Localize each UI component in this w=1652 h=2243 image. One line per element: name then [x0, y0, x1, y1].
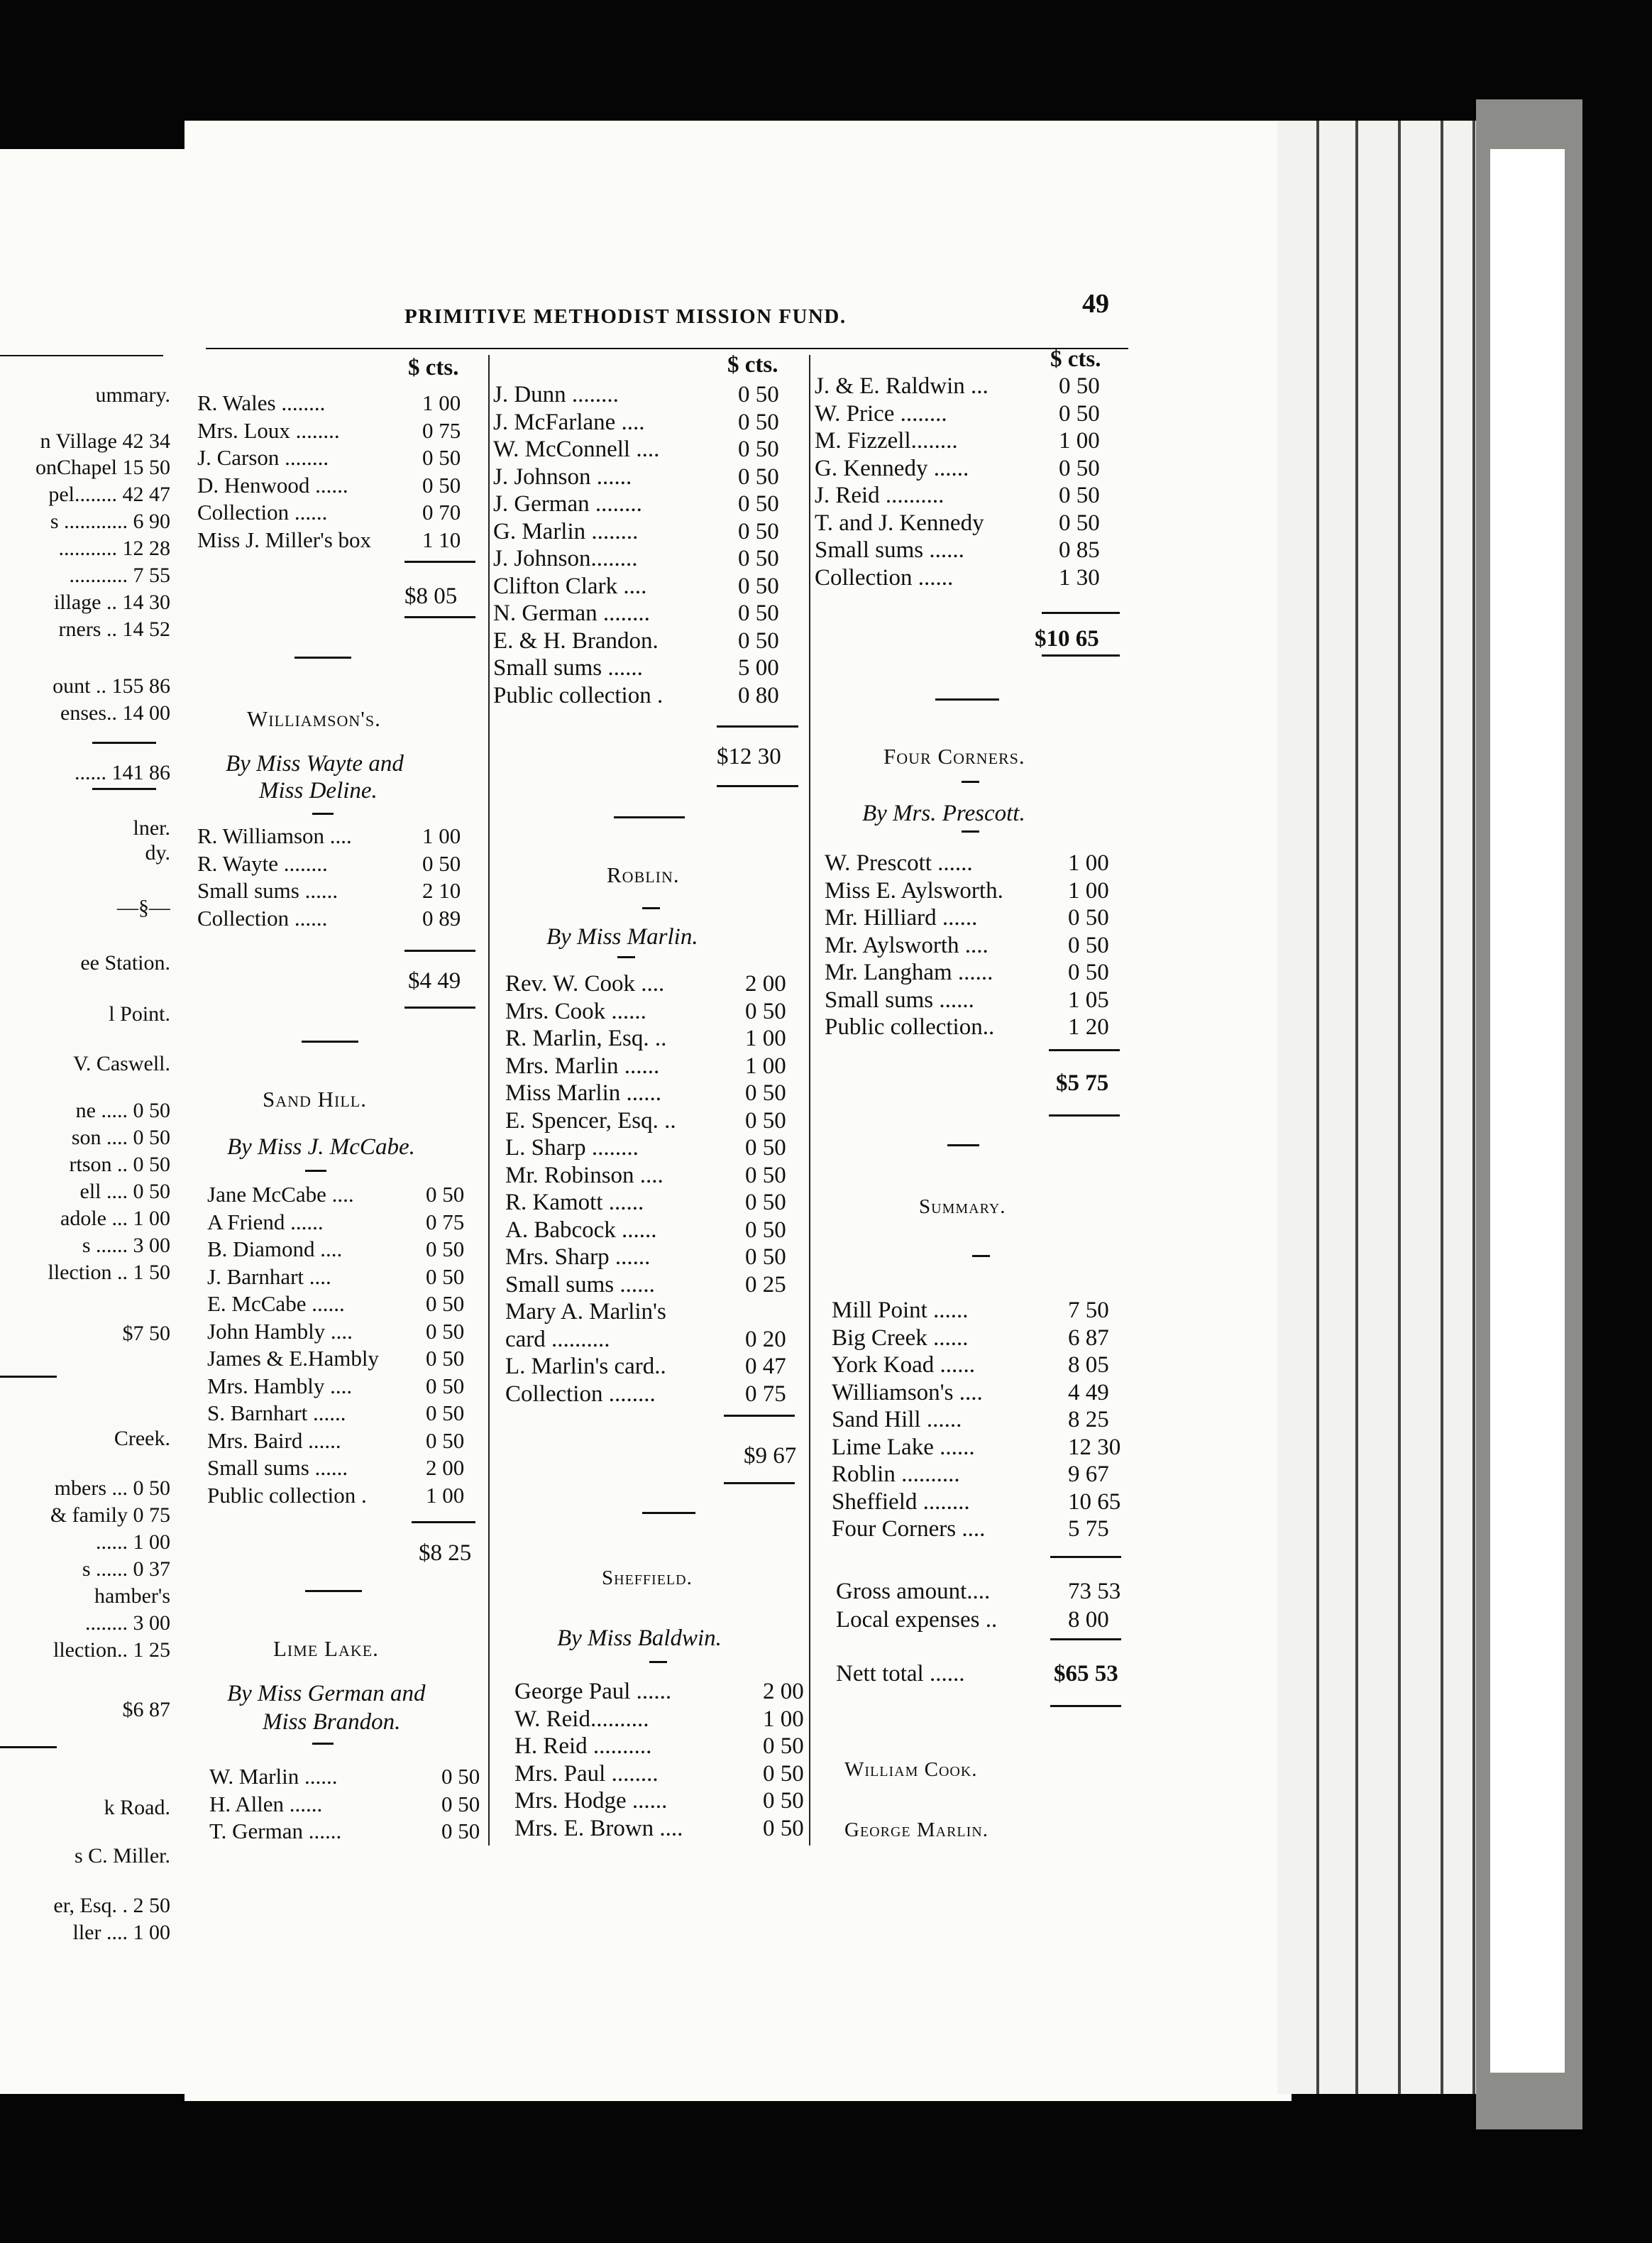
- roblin-entry-amount: 0 50: [745, 1107, 786, 1134]
- roblin-entry-amount: 0 50: [745, 1244, 786, 1270]
- col2-top-entry-name: Small sums ......: [493, 655, 643, 681]
- dash: [649, 1661, 667, 1663]
- dash: [312, 1743, 334, 1745]
- gross-amount-label: Gross amount....: [836, 1579, 991, 1604]
- col2-top-entry-name: Public collection .: [493, 682, 663, 708]
- limelake-heading: Lime Lake.: [273, 1636, 379, 1661]
- section-rule: [302, 1041, 358, 1043]
- sandhill-entry-name: James & E.Hambly: [207, 1346, 379, 1371]
- fourcorners-entry-name: Mr. Langham ......: [825, 960, 993, 985]
- section-rule: [642, 1512, 695, 1514]
- roblin-total: $9 67: [744, 1443, 797, 1469]
- section-rule: [294, 657, 351, 659]
- williamson-entry-name: Collection ......: [197, 905, 328, 931]
- dash: [312, 813, 334, 815]
- roblin-entry-name: Mary A. Marlin's: [505, 1299, 666, 1325]
- section-rule: [305, 1590, 362, 1592]
- fourcorners-entry-amount: 0 50: [1068, 960, 1109, 985]
- col1-top-entry-name: Collection ......: [197, 500, 328, 525]
- dash: [305, 1170, 326, 1172]
- roblin-entry-amount: 0 47: [745, 1354, 786, 1379]
- sandhill-entry-amount: 1 00: [426, 1482, 465, 1508]
- col2-top-entry-amount: 0 50: [738, 437, 779, 462]
- sandhill-entry-name: A Friend ......: [207, 1209, 324, 1234]
- fourcorners-entry-name: Mr. Aylsworth ....: [825, 932, 989, 958]
- left-page-line: s ...... 0 37: [82, 1557, 170, 1581]
- fourcorners-byline: By Mrs. Prescott.: [862, 801, 1025, 826]
- fourcorners-total: $5 75: [1056, 1070, 1109, 1096]
- cover-inner-page: [1490, 149, 1565, 2073]
- summary-heading: Summary.: [919, 1195, 1006, 1218]
- sandhill-entry-name: Small sums ......: [207, 1455, 348, 1480]
- col3-top-total: $10 65: [1035, 626, 1099, 652]
- column-divider: [488, 355, 490, 1846]
- summary-entry-amount: 6 87: [1068, 1325, 1109, 1351]
- left-page-line: ummary.: [95, 383, 170, 407]
- fourcorners-entry-name: Mr. Hilliard ......: [825, 905, 978, 931]
- sandhill-entry-amount: 2 00: [426, 1455, 465, 1480]
- col1-top-entry-amount: 1 10: [422, 527, 461, 552]
- sheffield-entry-name: George Paul ......: [514, 1679, 672, 1704]
- roblin-entry-name: Small sums ......: [505, 1271, 655, 1298]
- williamson-entry-name: Small sums ......: [197, 878, 338, 903]
- local-expenses-value: 8 00: [1068, 1607, 1109, 1633]
- summary-entry-name: Big Creek ......: [832, 1325, 969, 1351]
- col1-top-entry-amount: 0 50: [422, 472, 461, 498]
- fourcorners-entry-amount: 1 05: [1068, 987, 1109, 1013]
- left-page-line: —§—: [117, 896, 170, 919]
- sheffield-entry-name: Mrs. Paul ........: [514, 1760, 659, 1787]
- roblin-entry-name: Mrs. Marlin ......: [505, 1053, 660, 1079]
- fourcorners-heading: Four Corners.: [883, 744, 1025, 769]
- roblin-entry-amount: 0 25: [745, 1271, 786, 1298]
- col2-top-entry-name: J. German ........: [493, 491, 642, 517]
- col1-top-entry-name: J. Carson ........: [197, 445, 329, 470]
- sheffield-entry-name: H. Reid ..........: [514, 1733, 652, 1759]
- fourcorners-entry-amount: 1 00: [1068, 877, 1109, 904]
- fourcorners-entry-amount: 1 00: [1068, 850, 1109, 876]
- sheffield-entry-amount: 0 50: [763, 1788, 804, 1814]
- roblin-entry-amount: 0 50: [745, 1080, 786, 1106]
- section-rule: [935, 698, 999, 701]
- left-page-line: hamber's: [94, 1584, 170, 1608]
- nett-total-value: $65 53: [1054, 1661, 1118, 1687]
- gross-amount-value: 73 53: [1068, 1579, 1121, 1604]
- left-page-line: enses.. 14 00: [60, 701, 170, 725]
- sandhill-entry-amount: 0 50: [426, 1236, 465, 1261]
- total-rule: [1050, 1556, 1121, 1558]
- left-page-line: ne ..... 0 50: [75, 1099, 170, 1122]
- col3-top-entry-amount: 0 85: [1059, 537, 1100, 563]
- sheffield-heading: Sheffield.: [602, 1567, 693, 1589]
- sandhill-entry-amount: 0 50: [426, 1427, 465, 1453]
- col3-top-entry-amount: 0 50: [1059, 400, 1100, 427]
- total-rule: [404, 616, 475, 618]
- sandhill-entry-amount: 0 50: [426, 1291, 465, 1316]
- limelake-entry-amount: 0 50: [441, 1764, 480, 1789]
- left-page-rule: [0, 355, 163, 356]
- col3-top-entry-amount: 0 50: [1059, 455, 1100, 481]
- sheffield-entry-amount: 0 50: [763, 1733, 804, 1759]
- col3-top-entry-amount: 0 50: [1059, 510, 1100, 536]
- left-page-line: V. Caswell.: [73, 1052, 170, 1075]
- left-page-line: Creek.: [114, 1427, 170, 1450]
- summary-entry-name: Four Corners ....: [832, 1516, 986, 1542]
- roblin-entry-amount: 0 75: [745, 1381, 786, 1407]
- left-page-rule: [92, 788, 156, 790]
- left-page-line: dy.: [145, 841, 170, 865]
- col2-top-entry-amount: 0 50: [738, 546, 779, 571]
- section-rule: [947, 1144, 979, 1146]
- left-page-line: ee Station.: [80, 951, 170, 975]
- summary-entry-name: York Koad ......: [832, 1352, 975, 1378]
- col3-top-entry-amount: 1 00: [1059, 428, 1100, 454]
- sandhill-entry-amount: 0 50: [426, 1346, 465, 1371]
- col1-top-entry-name: Miss J. Miller's box: [197, 527, 372, 552]
- total-rule: [412, 1521, 475, 1523]
- left-page-line: n Village 42 34: [40, 429, 170, 453]
- roblin-byline: By Miss Marlin.: [546, 924, 698, 950]
- roblin-entry-name: Mrs. Cook ......: [505, 998, 646, 1024]
- sandhill-entry-name: Mrs. Baird ......: [207, 1427, 341, 1453]
- dash: [617, 956, 635, 958]
- col2-top-entry-amount: 0 50: [738, 382, 779, 407]
- sandhill-entry-amount: 0 50: [426, 1400, 465, 1425]
- roblin-entry-amount: 0 20: [745, 1326, 786, 1352]
- col1-top-entry-name: D. Henwood ......: [197, 472, 348, 498]
- left-page-line: s ...... 3 00: [82, 1234, 170, 1257]
- left-page-line: rtson .. 0 50: [69, 1153, 170, 1176]
- summary-entry-amount: 7 50: [1068, 1298, 1109, 1323]
- summary-entry-name: Williamson's ....: [832, 1379, 983, 1405]
- left-page-line: er, Esq. . 2 50: [53, 1894, 170, 1917]
- left-page-line: llection.. 1 25: [53, 1638, 170, 1662]
- page-number: 49: [1082, 289, 1109, 319]
- col1-top-entry-name: Mrs. Loux ........: [197, 417, 340, 443]
- summary-entry-name: Sand Hill ......: [832, 1407, 962, 1432]
- fourcorners-entry-amount: 0 50: [1068, 932, 1109, 958]
- left-page-line: lner.: [133, 816, 170, 840]
- left-page-line: ...... 141 86: [75, 761, 170, 784]
- left-page-line: l Point.: [109, 1002, 170, 1026]
- col2-top-entry-amount: 0 80: [738, 682, 779, 708]
- col2-top-total: $12 30: [717, 744, 781, 769]
- col3-top-entry-name: J. & E. Raldwin ...: [815, 373, 989, 399]
- col2-top-entry-amount: 0 50: [738, 409, 779, 435]
- sandhill-total: $8 25: [419, 1540, 472, 1566]
- dash: [962, 781, 979, 783]
- left-page-line: ........... 7 55: [69, 564, 170, 587]
- fourcorners-entry-amount: 1 20: [1068, 1014, 1109, 1040]
- left-page-line: k Road.: [104, 1796, 170, 1819]
- sandhill-entry-name: B. Diamond ....: [207, 1236, 343, 1261]
- left-page-line: llection .. 1 50: [48, 1261, 170, 1284]
- roblin-entry-name: Rev. W. Cook ....: [505, 971, 665, 997]
- signature-william-cook: William Cook.: [844, 1758, 978, 1781]
- sheffield-entry-amount: 0 50: [763, 1815, 804, 1841]
- roblin-entry-name: Collection ........: [505, 1381, 656, 1407]
- signature-george-marlin: George Marlin.: [844, 1819, 989, 1841]
- left-page-line: onChapel 15 50: [35, 456, 170, 479]
- col2-top-entry-name: G. Marlin ........: [493, 518, 639, 544]
- sandhill-entry-amount: 0 50: [426, 1263, 465, 1289]
- sandhill-entry-amount: 0 75: [426, 1209, 465, 1234]
- col2-top-entry-amount: 0 50: [738, 464, 779, 490]
- col1-top-total: $8 05: [404, 583, 458, 609]
- total-rule: [404, 561, 475, 563]
- fourcorners-entry-name: Miss E. Aylsworth.: [825, 877, 1003, 904]
- col2-top-entry-amount: 0 50: [738, 600, 779, 626]
- sheffield-entry-amount: 2 00: [763, 1679, 804, 1704]
- col3-top-entry-name: T. and J. Kennedy: [815, 510, 984, 536]
- sheffield-byline: By Miss Baldwin.: [557, 1625, 722, 1651]
- sandhill-byline: By Miss J. McCabe.: [227, 1134, 415, 1160]
- nett-total-label: Nett total ......: [836, 1661, 965, 1687]
- left-page-line: & family 0 75: [50, 1503, 170, 1527]
- sandhill-entry-name: Public collection .: [207, 1482, 367, 1508]
- col3-top-entry-amount: 0 50: [1059, 373, 1100, 399]
- local-expenses-label: Local expenses ..: [836, 1607, 998, 1633]
- col3-top-entry-amount: 1 30: [1059, 564, 1100, 591]
- roblin-entry-amount: 0 50: [745, 1190, 786, 1215]
- roblin-entry-name: Miss Marlin ......: [505, 1080, 662, 1106]
- col2-top-entry-amount: 0 50: [738, 627, 779, 654]
- total-rule: [717, 785, 798, 787]
- summary-entry-amount: 8 05: [1068, 1352, 1109, 1378]
- dash: [962, 830, 979, 833]
- fourcorners-entry-name: Public collection..: [825, 1014, 995, 1040]
- roblin-entry-name: Mrs. Sharp ......: [505, 1244, 651, 1270]
- dash: [642, 907, 660, 909]
- roblin-entry-amount: 0 50: [745, 1217, 786, 1243]
- williamson-byline: Miss Deline.: [259, 778, 378, 804]
- total-rule: [1049, 1114, 1120, 1117]
- left-page-rule: [92, 742, 156, 744]
- left-page-line: ...... 1 00: [96, 1530, 170, 1554]
- roblin-entry-name: L. Sharp ........: [505, 1135, 639, 1161]
- fourcorners-entry-name: Small sums ......: [825, 987, 974, 1013]
- col3-top-entry-name: G. Kennedy ......: [815, 455, 969, 481]
- col2-top-entry-amount: 5 00: [738, 655, 779, 681]
- col3-currency-header: $ cts.: [1050, 346, 1101, 372]
- summary-entry-amount: 12 30: [1068, 1434, 1121, 1460]
- left-page-line: $7 50: [122, 1322, 170, 1345]
- limelake-entry-amount: 0 50: [441, 1819, 480, 1843]
- roblin-entry-amount: 2 00: [745, 971, 786, 997]
- col1-top-entry-amount: 0 75: [422, 417, 461, 443]
- fourcorners-entry-amount: 0 50: [1068, 905, 1109, 931]
- sandhill-entry-name: E. McCabe ......: [207, 1291, 345, 1316]
- summary-entry-name: Roblin ..........: [832, 1461, 960, 1487]
- limelake-entry-amount: 0 50: [441, 1791, 480, 1816]
- col2-top-entry-amount: 0 50: [738, 573, 779, 599]
- col3-top-entry-name: Collection ......: [815, 564, 954, 591]
- sandhill-entry-name: Mrs. Hambly ....: [207, 1373, 353, 1398]
- summary-entry-name: Sheffield ........: [832, 1488, 970, 1515]
- col3-top-entry-name: J. Reid ..........: [815, 483, 945, 508]
- total-rule: [1049, 1049, 1120, 1051]
- col2-top-entry-name: J. McFarlane ....: [493, 409, 645, 435]
- left-page-line: pel........ 42 47: [48, 483, 170, 506]
- roblin-entry-name: E. Spencer, Esq. ..: [505, 1107, 676, 1134]
- col1-top-entry-amount: 0 50: [422, 445, 461, 470]
- summary-entry-name: Mill Point ......: [832, 1298, 969, 1323]
- summary-entry-amount: 4 49: [1068, 1379, 1109, 1405]
- limelake-entry-name: H. Allen ......: [209, 1791, 323, 1816]
- left-page-line: ell .... 0 50: [79, 1180, 170, 1203]
- col2-top-entry-amount: 0 50: [738, 518, 779, 544]
- roblin-entry-name: L. Marlin's card..: [505, 1354, 666, 1379]
- left-page-line: ........... 12 28: [58, 537, 170, 560]
- left-page-line: illage .. 14 30: [53, 591, 170, 614]
- left-page-line: s C. Miller.: [74, 1844, 170, 1868]
- williamson-entry-name: R. Wayte ........: [197, 850, 328, 876]
- col1-currency-header: $ cts.: [408, 355, 459, 380]
- total-rule: [1042, 612, 1120, 614]
- roblin-entry-amount: 1 00: [745, 1053, 786, 1079]
- left-page-rule: [0, 1376, 57, 1378]
- col2-top-entry-name: E. & H. Brandon.: [493, 627, 659, 654]
- limelake-entry-name: W. Marlin ......: [209, 1764, 338, 1789]
- left-page-rule: [0, 1746, 57, 1748]
- col1-top-entry-amount: 0 70: [422, 500, 461, 525]
- williamson-entry-name: R. Williamson ....: [197, 823, 352, 848]
- total-rule: [724, 1415, 795, 1417]
- sandhill-entry-name: J. Barnhart ....: [207, 1263, 331, 1289]
- left-page-line: adole ... 1 00: [60, 1207, 170, 1230]
- sandhill-entry-name: S. Barnhart ......: [207, 1400, 346, 1425]
- williamson-total: $4 49: [408, 968, 461, 994]
- limelake-entry-name: T. German ......: [209, 1819, 342, 1843]
- left-page-line: mbers ... 0 50: [54, 1476, 170, 1500]
- col2-top-entry-name: J. Johnson ......: [493, 464, 632, 490]
- col2-currency-header: $ cts.: [727, 352, 778, 378]
- sandhill-entry-amount: 0 50: [426, 1318, 465, 1344]
- roblin-entry-name: R. Marlin, Esq. ..: [505, 1026, 667, 1051]
- total-rule: [1050, 1638, 1121, 1640]
- roblin-entry-name: A. Babcock ......: [505, 1217, 657, 1243]
- williamson-entry-amount: 2 10: [422, 878, 461, 903]
- col1-top-entry-amount: 1 00: [422, 390, 461, 415]
- roblin-entry-name: Mr. Robinson ....: [505, 1162, 663, 1188]
- williamson-entry-amount: 0 50: [422, 850, 461, 876]
- left-page-line: ller .... 1 00: [72, 1921, 170, 1944]
- left-page-line: ount .. 155 86: [53, 674, 170, 698]
- col2-top-entry-name: J. Dunn ........: [493, 382, 619, 407]
- summary-entry-amount: 10 65: [1068, 1488, 1121, 1515]
- sheffield-entry-name: Mrs. Hodge ......: [514, 1788, 668, 1814]
- col3-top-entry-name: Small sums ......: [815, 537, 964, 563]
- col3-top-entry-name: W. Price ........: [815, 400, 947, 427]
- running-header: PRIMITIVE METHODIST MISSION FUND.: [404, 305, 847, 328]
- total-rule: [404, 950, 475, 952]
- sandhill-heading: Sand Hill.: [263, 1087, 367, 1112]
- sandhill-entry-name: John Hambly ....: [207, 1318, 353, 1344]
- sandhill-entry-name: Jane McCabe ....: [207, 1182, 354, 1207]
- roblin-entry-amount: 1 00: [745, 1026, 786, 1051]
- col3-top-entry-amount: 0 50: [1059, 483, 1100, 508]
- left-page-line: $6 87: [122, 1698, 170, 1721]
- summary-entry-amount: 5 75: [1068, 1516, 1109, 1542]
- limelake-byline: Miss Brandon.: [263, 1709, 401, 1735]
- total-rule: [1050, 1705, 1121, 1707]
- total-rule: [717, 725, 798, 728]
- col3-top-entry-name: M. Fizzell........: [815, 428, 958, 454]
- roblin-heading: Roblin.: [607, 862, 680, 887]
- section-rule: [614, 816, 685, 818]
- col2-top-entry-amount: 0 50: [738, 491, 779, 517]
- col2-top-entry-name: W. McConnell ....: [493, 437, 660, 462]
- header-rule: [206, 348, 1128, 349]
- williamson-entry-amount: 1 00: [422, 823, 461, 848]
- williamson-entry-amount: 0 89: [422, 905, 461, 931]
- summary-entry-amount: 9 67: [1068, 1461, 1109, 1487]
- sheffield-entry-amount: 1 00: [763, 1706, 804, 1732]
- roblin-entry-amount: 0 50: [745, 998, 786, 1024]
- sheffield-entry-amount: 0 50: [763, 1760, 804, 1787]
- williamson-heading: Williamson's.: [247, 706, 381, 731]
- col2-top-entry-name: N. German ........: [493, 600, 650, 626]
- left-page-line: s ............ 6 90: [50, 510, 170, 533]
- col2-top-entry-name: Clifton Clark ....: [493, 573, 647, 599]
- total-rule: [724, 1482, 795, 1484]
- summary-entry-name: Lime Lake ......: [832, 1434, 975, 1460]
- limelake-byline: By Miss German and: [227, 1681, 426, 1706]
- left-page-line: son .... 0 50: [71, 1126, 170, 1149]
- left-page-line: ........ 3 00: [85, 1611, 170, 1635]
- roblin-entry-amount: 0 50: [745, 1162, 786, 1188]
- sandhill-entry-amount: 0 50: [426, 1182, 465, 1207]
- col2-top-entry-name: J. Johnson........: [493, 546, 638, 571]
- sandhill-entry-amount: 0 50: [426, 1373, 465, 1398]
- roblin-entry-name: card ..........: [505, 1326, 610, 1352]
- dash: [972, 1255, 990, 1257]
- col1-top-entry-name: R. Wales ........: [197, 390, 326, 415]
- roblin-entry-name: R. Kamott ......: [505, 1190, 644, 1215]
- fourcorners-entry-name: W. Prescott ......: [825, 850, 973, 876]
- total-rule: [1042, 654, 1120, 657]
- total-rule: [404, 1007, 475, 1009]
- roblin-entry-amount: 0 50: [745, 1135, 786, 1161]
- williamson-byline: By Miss Wayte and: [226, 751, 404, 777]
- left-page-line: rners .. 14 52: [58, 618, 170, 641]
- summary-entry-amount: 8 25: [1068, 1407, 1109, 1432]
- sheffield-entry-name: Mrs. E. Brown ....: [514, 1815, 683, 1841]
- sheffield-entry-name: W. Reid..........: [514, 1706, 649, 1732]
- column-divider: [809, 355, 810, 1846]
